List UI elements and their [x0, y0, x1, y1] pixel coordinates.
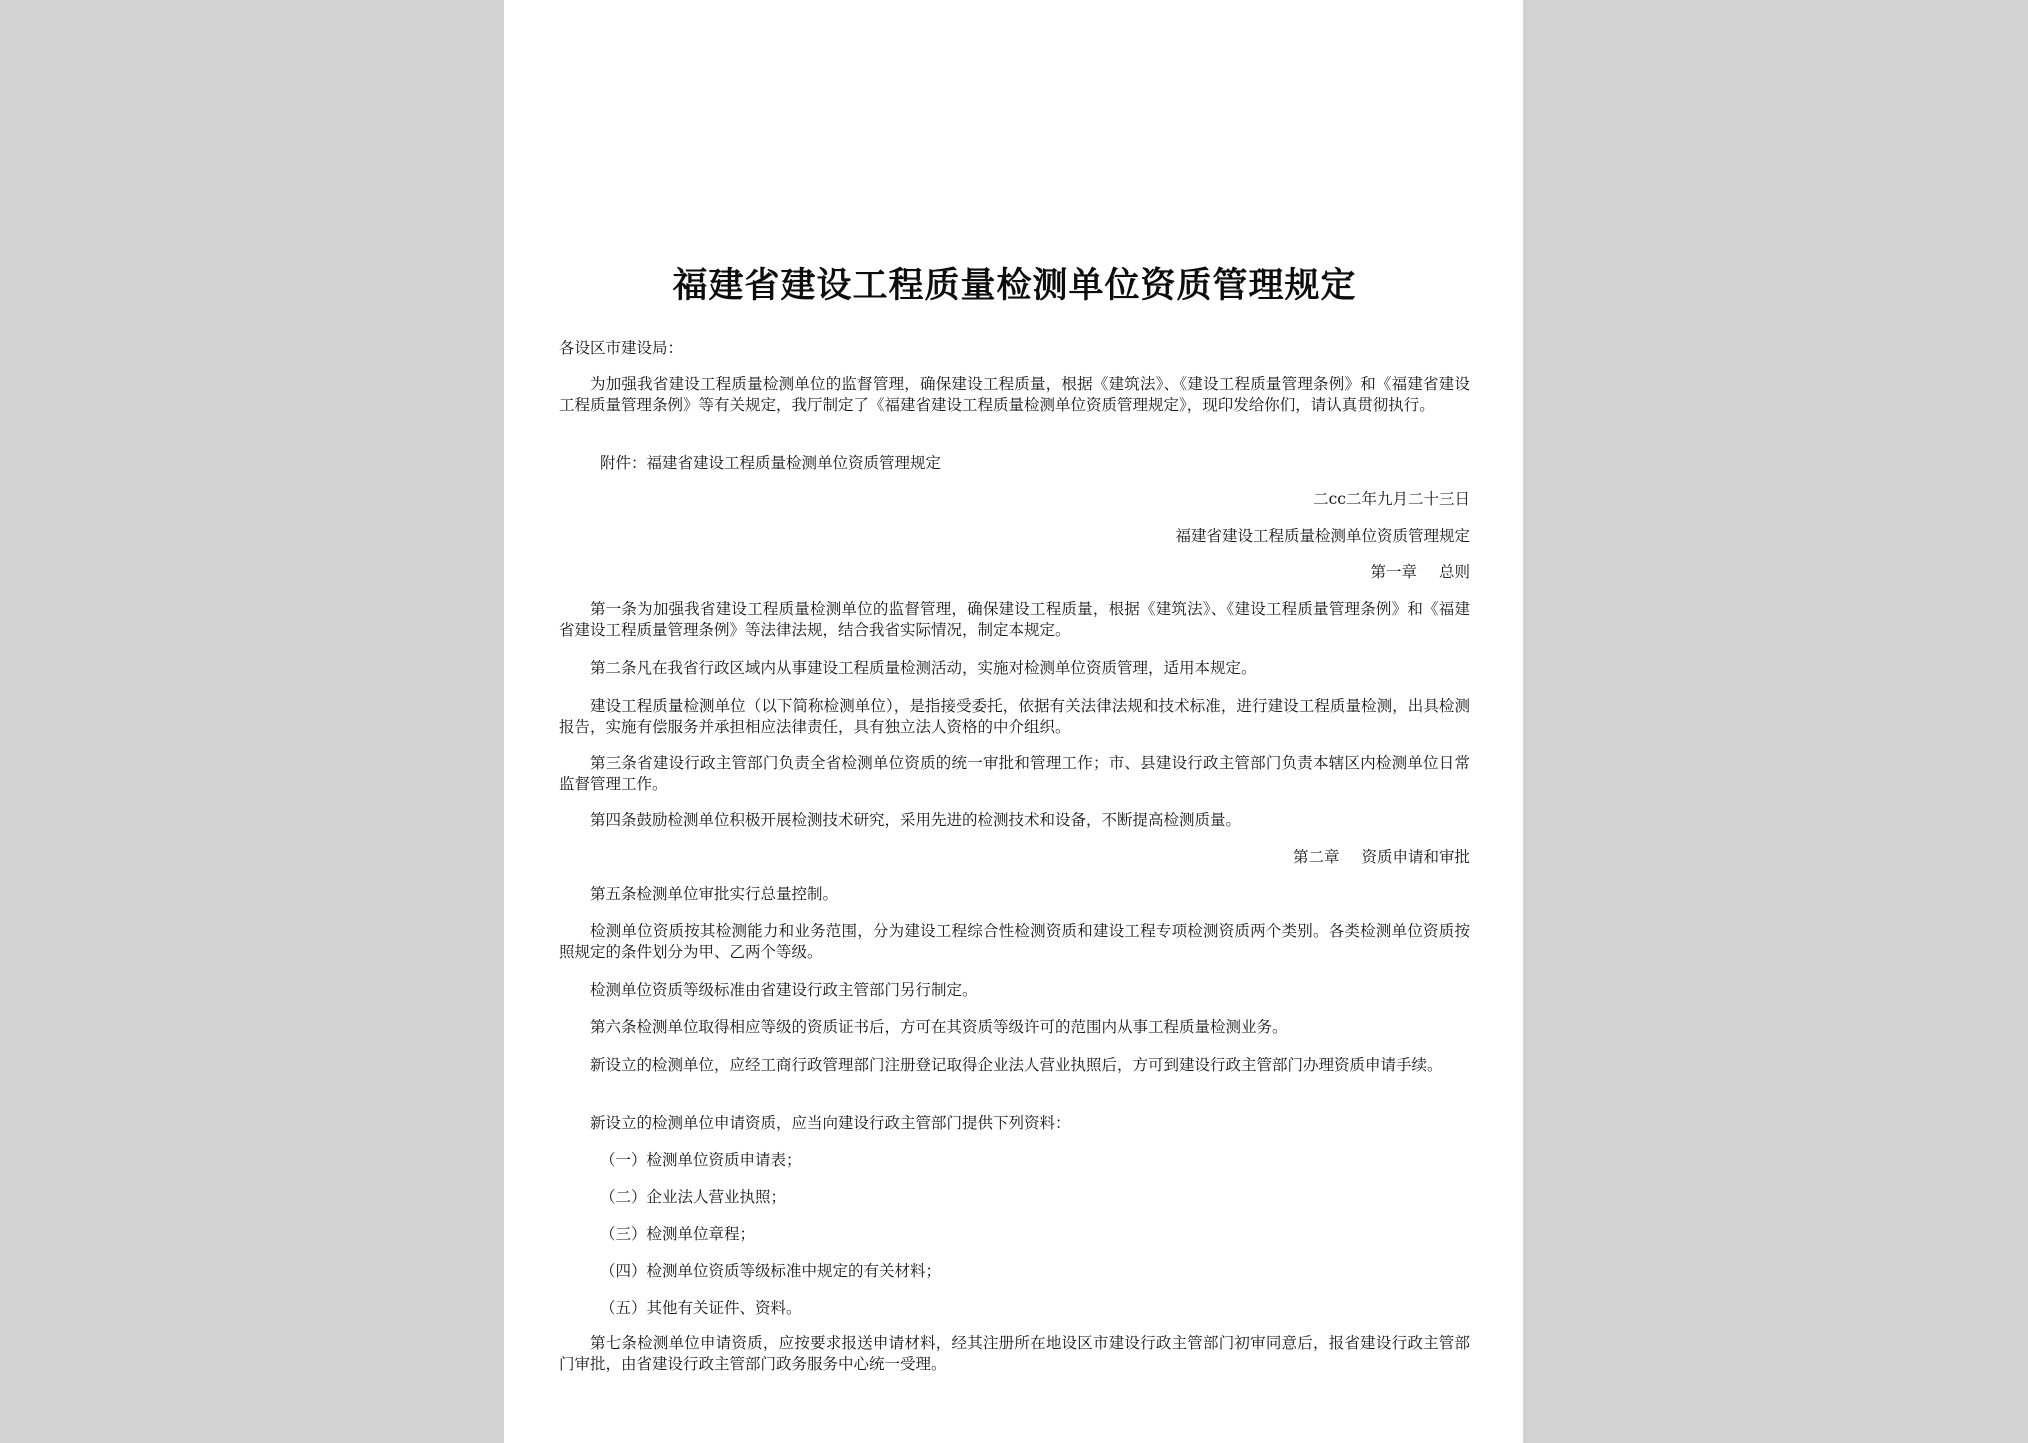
document-title: 福建省建设工程质量检测单位资质管理规定: [672, 265, 1357, 306]
attachment-line: 附件：福建省建设工程质量检测单位资质管理规定: [600, 454, 942, 472]
chapter-2-name: 资质申请和审批: [1361, 848, 1470, 866]
article-7: 第七条检测单位申请资质，应按要求报送申请材料，经其注册所在地设区市建设行政主管部门初审同意后，报省建设行政主管部门审批，由省建设行政主管部门政务服务中心统一受理。: [559, 1334, 1470, 1373]
article-4: 第四条鼓励检测单位积极开展检测技术研究，采用先进的检测技术和设备，不断提高检测质量。: [590, 811, 1242, 829]
intro-paragraph: 为加强我省建设工程质量检测单位的监督管理，确保建设工程质量，根据《建筑法》、《建设工程质量管理条例》和《福建省建设工程质量管理条例》等有关规定，我厅制定了《福建省建设工程质量检测单位资质管理规定》，现印发给你们，请认真贯彻执行。: [559, 375, 1470, 414]
article-5: 第五条检测单位审批实行总量控制。: [590, 885, 839, 903]
article-3: 第三条省建设行政主管部门负责全省检测单位资质的统一审批和管理工作；市、县建设行政主管部门负责本辖区内检测单位日常监督管理工作。: [559, 754, 1470, 793]
chapter-1-name: 总则: [1438, 563, 1470, 581]
regulation-subtitle: 福建省建设工程质量检测单位资质管理规定: [1175, 527, 1470, 545]
article-5-categories: 检测单位资质按其检测能力和业务范围，分为建设工程综合性检测资质和建设工程专项检测资质两个类别。各类检测单位资质按照规定的条件划分为甲、乙两个等级。: [559, 922, 1470, 961]
chapter-1-heading: [1370, 562, 1470, 582]
article-5-standards: 检测单位资质等级标准由省建设行政主管部门另行制定。: [590, 981, 978, 999]
article-6: 第六条检测单位取得相应等级的资质证书后，方可在其资质等级许可的范围内从事工程质量检测业务。: [590, 1018, 1288, 1036]
article-6-new-units: 新设立的检测单位，应经工商行政管理部门注册登记取得企业法人营业执照后，方可到建设行政主管部门办理资质申请手续。: [590, 1056, 1443, 1074]
article-1: 第一条为加强我省建设工程质量检测单位的监督管理，确保建设工程质量，根据《建筑法》、《建设工程质量管理条例》和《福建省建设工程质量管理条例》等法律法规，结合我省实际情况，制定本规定。: [559, 600, 1470, 639]
list-item: （一）检测单位资质申请表；: [600, 1151, 802, 1169]
list-item: （二）企业法人营业执照；: [600, 1188, 787, 1206]
list-item: （五）其他有关证件、资料。: [600, 1299, 802, 1317]
article-2-definition: 建设工程质量检测单位（以下简称检测单位），是指接受委托，依据有关法律法规和技术标准，进行建设工程质量检测，出具检测报告，实施有偿服务并承担相应法律责任，具有独立法人资格的中介组织。: [559, 697, 1470, 736]
article-2: 第二条凡在我省行政区域内从事建设工程质量检测活动，实施对检测单位资质管理，适用本规定。: [590, 659, 1257, 677]
chapter-2-heading: [1293, 847, 1470, 867]
document-page: [504, 0, 1523, 1443]
salutation: 各设区市建设局：: [559, 339, 684, 357]
document-date: 二cc二年九月二十三日: [1313, 490, 1470, 508]
chapter-2-number: 第二章: [1292, 848, 1340, 866]
article-6-materials: 新设立的检测单位申请资质，应当向建设行政主管部门提供下列资料：: [590, 1114, 1071, 1132]
list-item: （四）检测单位资质等级标准中规定的有关材料；: [600, 1262, 942, 1280]
chapter-1-number: 第一章: [1370, 563, 1417, 581]
list-item: （三）检测单位章程；: [600, 1225, 756, 1243]
